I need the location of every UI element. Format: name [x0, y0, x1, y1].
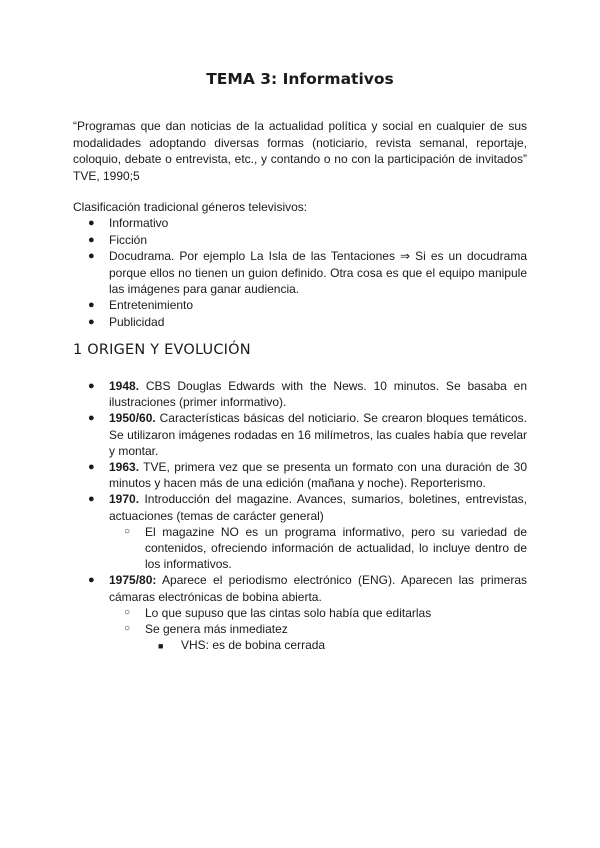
list-item: ● Ficción — [88, 232, 148, 247]
year-label: 1970. — [109, 492, 140, 507]
bullet-icon: ● — [88, 250, 95, 263]
list-item: ● 1948. CBS Douglas Edwards with the News. 10 minutos. Se basaba en ilustraciones (primer informativo). — [88, 379, 527, 410]
year-label: 1950/60. — [109, 411, 156, 426]
classification-intro: Clasificación tradicional géneros televisivos: — [73, 200, 308, 214]
bullet-icon: ● — [88, 299, 95, 312]
bullet-icon: ● — [88, 233, 95, 246]
bullet-icon: ● — [88, 493, 95, 506]
year-label: 1948. — [109, 379, 140, 393]
square-bullet-icon: ■ — [158, 641, 164, 652]
sub-list — [109, 524, 527, 573]
list-item: ● Docudrama. Por ejemplo La Isla de las Tentaciones ⇒ Si es un docudrama porque ellos no tienen un guion definido. Otra cosa es que el equipo manipule las imágenes para ganar audiencia. — [88, 249, 527, 297]
evolution-list — [73, 378, 527, 653]
bullet-icon: ● — [88, 574, 95, 587]
sub-list-item: ○ Lo que supuso que las cintas solo había que editarlas — [124, 605, 432, 620]
classification-block — [73, 199, 527, 330]
circle-bullet-icon: ○ — [124, 606, 131, 618]
circle-bullet-icon: ○ — [124, 623, 131, 635]
evolution-block — [73, 378, 527, 653]
sub-sub-list — [145, 637, 527, 653]
bullet-icon: ● — [88, 412, 95, 425]
sub-sub-list-item: ■ VHS: es de bobina cerrada — [145, 637, 527, 653]
genre-list — [73, 215, 527, 330]
circle-bullet-icon: ○ — [124, 525, 131, 537]
list-item: ● Informativo — [88, 216, 169, 231]
bullet-icon: ● — [88, 380, 95, 392]
list-item: ● 1950/60. Características básicas del noticiario. Se crearon bloques temáticos. Se utilizaron imágenes rodadas en 16 milímetros, las cuales había que revelar y montar. — [88, 411, 527, 458]
list-item: ● Publicidad — [88, 314, 165, 329]
definition-quote: “Programas que dan noticias de la actualidad política y social en cualquier de sus modalidades adoptando diversas formas (noticiario, revista semanal, reportaje, coloquio, debate o entrevista, etc., y contando o no con la participación de invitados” TVE, 1990;5 — [73, 119, 527, 183]
sub-list — [109, 605, 527, 654]
section-heading: 1 ORIGEN Y EVOLUCIÓN — [73, 342, 251, 358]
sub-list-item: ○ El magazine NO es un programa informativo, pero su variedad de contenidos, ofreciendo información de actualidad, lo incluye dentro de los informativos. — [124, 524, 527, 572]
year-label: 1975/80: — [109, 573, 157, 588]
list-item: ● 1970. Introducción del magazine. Avances, sumarios, boletines, entrevistas, actuaciones (temas de carácter general) ○ El magazine NO es un programa informativo, pero su variedad de contenidos, ofreciendo información de actualidad, lo incluye dentro de los informativos. — [88, 492, 527, 572]
bullet-icon: ● — [88, 461, 95, 474]
bullet-icon: ● — [88, 315, 95, 328]
list-item: ● 1963. TVE, primera vez que se presenta un formato con una duración de 30 minutos y hacen más de una edición (mañana y noche). Reporterismo. — [88, 460, 527, 491]
page-title: TEMA 3: Informativos — [206, 70, 394, 88]
year-label: 1963. — [109, 460, 140, 475]
bullet-icon: ● — [88, 217, 95, 230]
list-item: ● 1975/80: Aparece el periodismo electrónico (ENG). Aparecen las primeras cámaras electrónicas de bobina abierta. ○ Lo que supuso que las cintas solo había que editarlas ○ Se genera más inmediatez ■ VHS: es de bobina cerrada — [73, 572, 527, 653]
sub-list-item: ○ Se genera más inmediatez ■ VHS: es de bobina cerrada — [109, 621, 527, 653]
list-item: ● Entretenimiento — [88, 298, 194, 313]
